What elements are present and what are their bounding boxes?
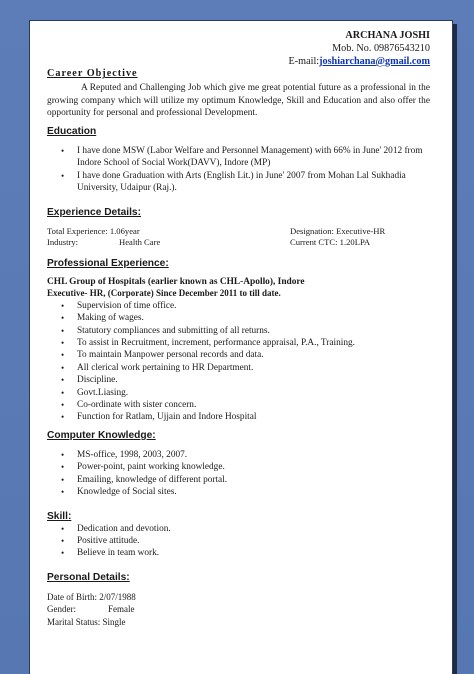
list-item: • Dedication and devotion. (47, 523, 430, 535)
experience-row-2 (47, 237, 430, 249)
industry-value: Health Care (119, 237, 161, 248)
education-list (47, 145, 430, 195)
gender-value: Female (108, 604, 135, 615)
resume-page (29, 20, 453, 674)
industry-label: Industry: (47, 237, 79, 248)
list-item: • To assist in Recruitment, increment, performance appraisal, P.A., Training. (47, 337, 430, 349)
list-item: • Positive attitude. (47, 535, 430, 547)
skill-list (47, 523, 430, 560)
list-item: • All clerical work pertaining to HR Department. (47, 362, 430, 374)
email-line (47, 56, 430, 69)
list-item: • Emailing, knowledge of different portal. (47, 474, 430, 486)
education-heading: Education (47, 126, 97, 137)
designation: Designation: Executive-HR (290, 225, 386, 236)
career-objective-heading: Career Objective (47, 68, 138, 80)
list-item: • Statutory compliances and submitting of all returns. (47, 325, 430, 337)
role-duration: Executive- HR, (Corporate) Since December 2011 to till date. (47, 288, 281, 299)
contact-header (47, 30, 430, 68)
computer-knowledge-list (47, 449, 430, 499)
computer-knowledge-heading: Computer Knowledge: (47, 429, 156, 441)
list-item: • To maintain Manpower personal records and data. (47, 349, 430, 361)
list-item: • Knowledge of Social sites. (47, 486, 430, 498)
gender-row (47, 603, 430, 616)
experience-details-heading: Experience Details: (47, 206, 141, 218)
candidate-name: ARCHANA JOSHI (345, 30, 430, 41)
responsibilities-list (47, 300, 430, 424)
skill-heading: Skill: (47, 510, 72, 522)
email-link[interactable]: joshiarchana@gmail.com (319, 55, 430, 67)
gender-label: Gender: (47, 604, 76, 615)
marital-status (47, 616, 430, 629)
list-item: • MS-office, 1998, 2003, 2007. (47, 449, 430, 461)
personal-details-heading: Personal Details: (47, 571, 130, 583)
list-item: • Supervision of time office. (47, 300, 430, 312)
professional-experience-heading: Professional Experience: (47, 257, 169, 269)
list-item: • Co-ordinate with sister concern. (47, 399, 430, 411)
email-label: E-mail: (288, 55, 320, 67)
career-objective-text (47, 82, 430, 119)
list-item: • Making of wages. (47, 312, 430, 324)
list-item: • I have done Graduation with Arts (English Lit.) in June' 2007 from Mohan Lal Sukhadia University, Udaipur (Raj.). (47, 170, 430, 195)
total-experience: Total Experience: 1.06year (47, 225, 140, 236)
list-item: • Function for Ratlam, Ujjain and Indore Hospital (47, 411, 430, 423)
mobile-number: Mob. No. 09876543210 (332, 42, 430, 54)
date-of-birth (47, 591, 430, 604)
marital-status-text: Marital Status: Single (47, 616, 126, 627)
list-item: • I have done MSW (Labor Welfare and Personnel Management) with 66% in June' 2012 from Indore School of Social Work(DAVV), Indore (MP) (47, 145, 430, 170)
career-objective-body: A Reputed and Challenging Job which give me great potential future as a professional in the growing company which will utilize my optimum Knowledge, Skill and Education and also offer the opportunity for personal and professional Development. (47, 83, 430, 118)
resume-content (47, 30, 430, 628)
list-item: • Believe in team work. (47, 547, 430, 559)
current-ctc: Current CTC: 1.20LPA (290, 237, 371, 248)
date-of-birth-text: Date of Birth: 2/07/1988 (47, 591, 136, 602)
list-item: • Govt.Liasing. (47, 387, 430, 399)
list-item: • Power-point, paint working knowledge. (47, 461, 430, 473)
list-item: • Discipline. (47, 374, 430, 386)
organization-name: CHL Group of Hospitals (earlier known as CHL-Apollo), Indore (47, 276, 305, 287)
experience-row-1 (47, 226, 430, 238)
